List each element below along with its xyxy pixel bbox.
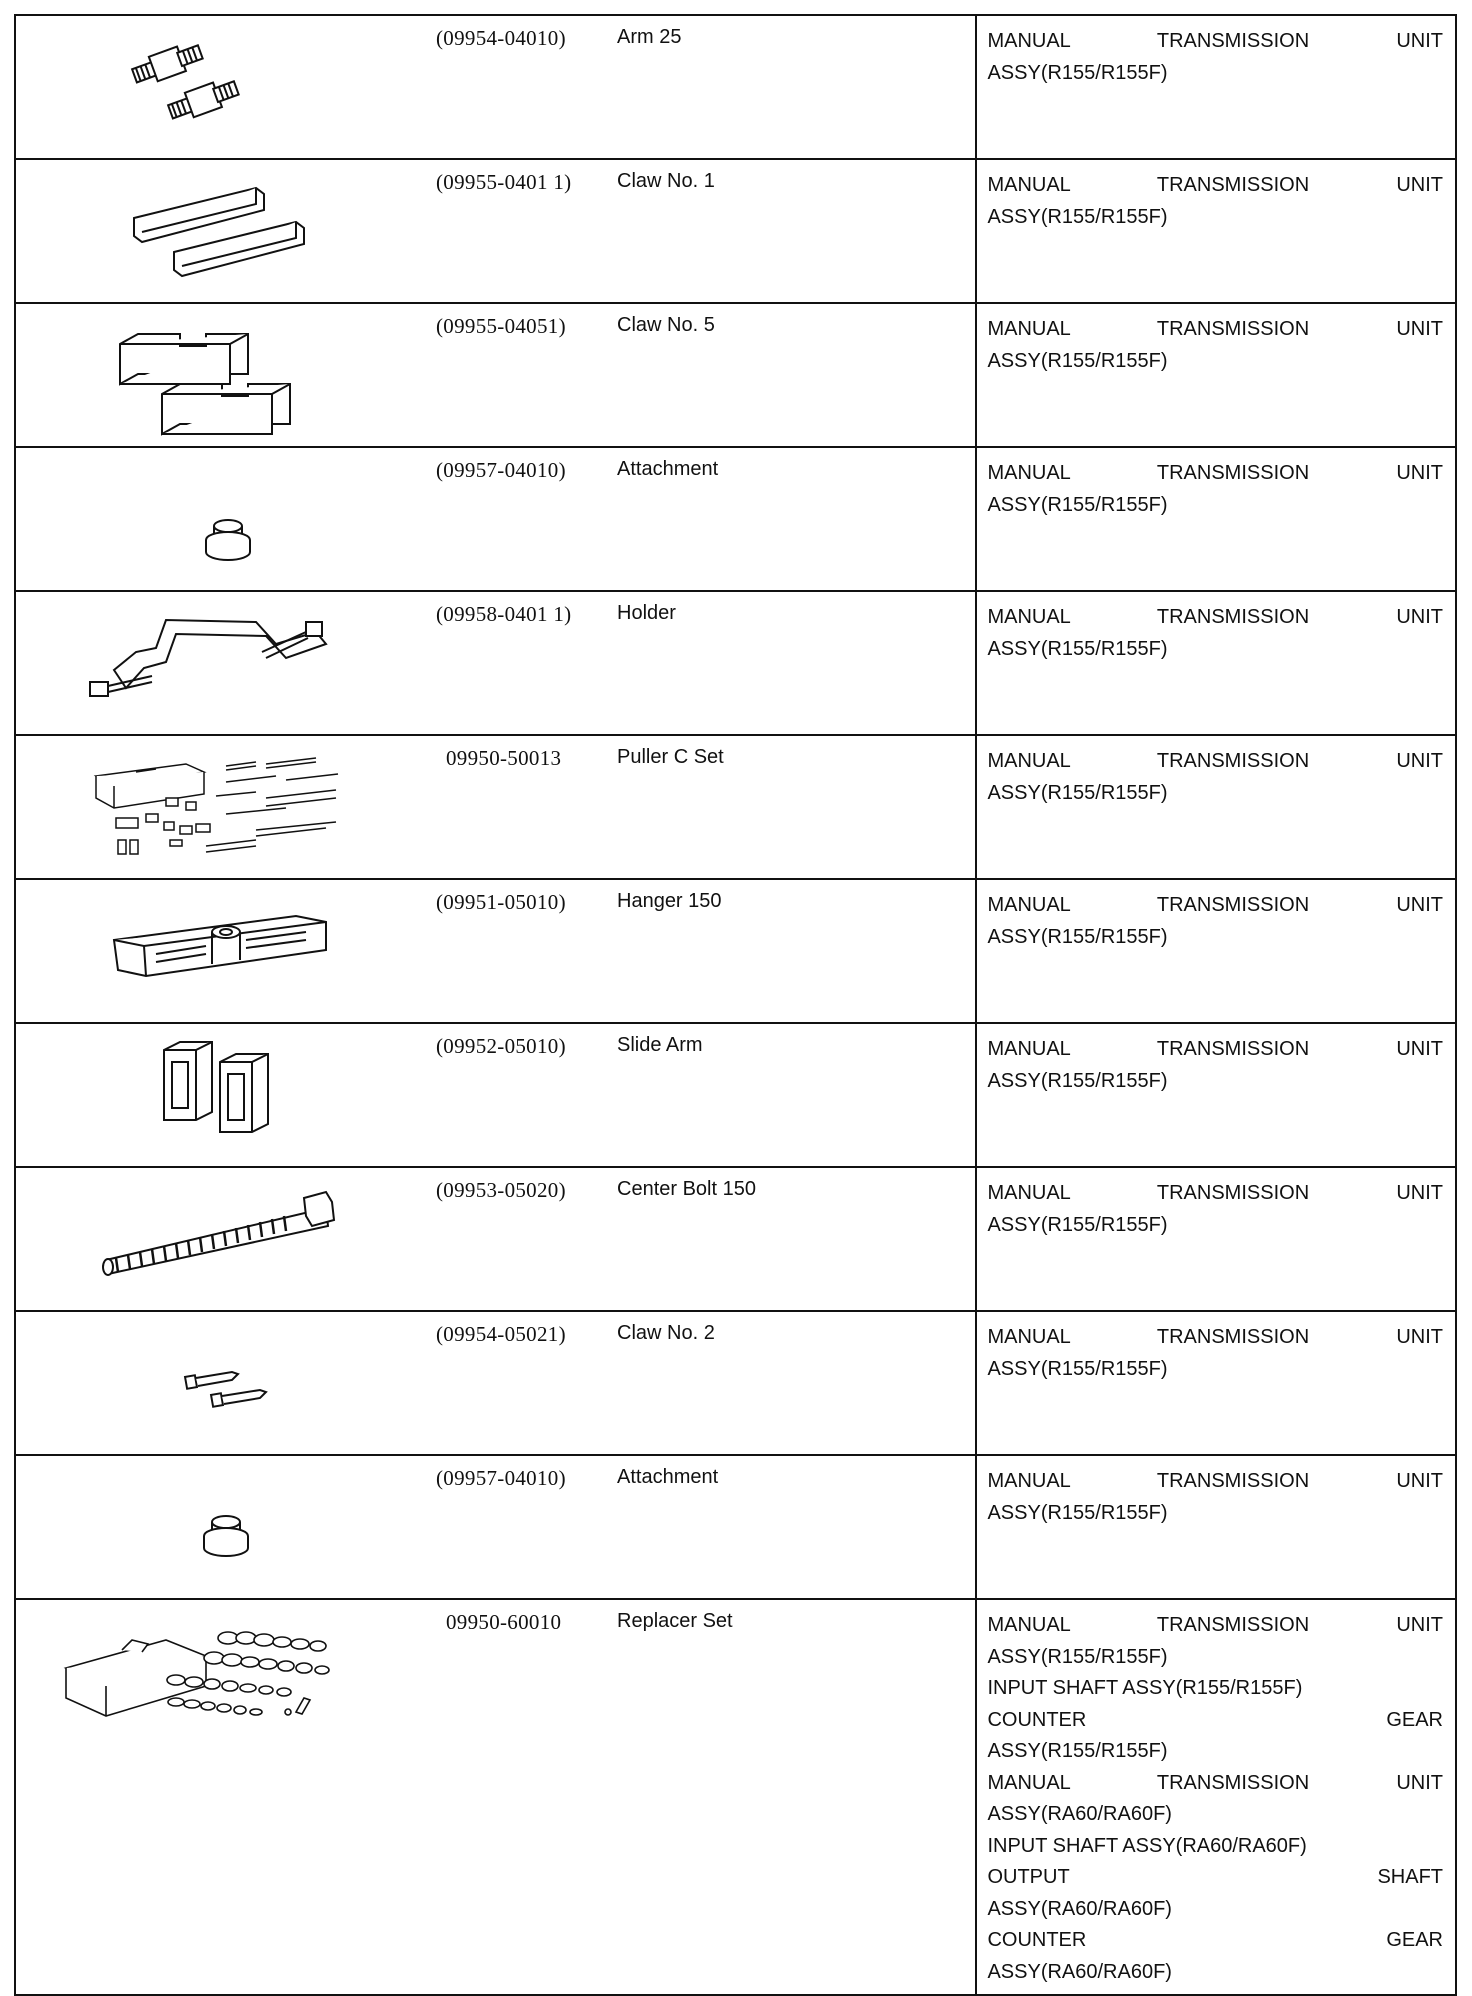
part-name: Attachment bbox=[617, 458, 719, 480]
applies-to-cell bbox=[976, 879, 1456, 1023]
part-number: (09957-04010) bbox=[436, 1466, 566, 1490]
tool-cell bbox=[15, 1599, 976, 1995]
part-name: Claw No. 5 bbox=[617, 314, 715, 336]
part-name: Claw No. 1 bbox=[617, 170, 715, 192]
applies-line: MANUAL TRANSMISSION UNIT bbox=[987, 606, 1443, 628]
part-number: (09955-0401 1) bbox=[436, 170, 572, 194]
replacer-set-icon bbox=[56, 1600, 386, 1750]
applies-line: MANUAL TRANSMISSION UNIT bbox=[987, 1182, 1443, 1204]
applies-line: ASSY(RA60/RA60F) bbox=[987, 1897, 1172, 1920]
tool-cell bbox=[15, 1455, 976, 1599]
part-number: 09950-50013 bbox=[446, 746, 562, 770]
applies-to-cell bbox=[976, 15, 1456, 159]
applies-line: MANUAL TRANSMISSION UNIT bbox=[987, 894, 1443, 916]
part-name: Hanger 150 bbox=[617, 890, 722, 912]
table-row bbox=[15, 303, 1456, 447]
part-name: Arm 25 bbox=[617, 26, 682, 48]
applies-line: ASSY(RA60/RA60F) bbox=[987, 1960, 1172, 1983]
applies-line: ASSY(R155/R155F) bbox=[987, 1645, 1168, 1668]
applies-line: ASSY(R155/R155F) bbox=[987, 637, 1168, 660]
applies-line: ASSY(R155/R155F) bbox=[987, 1740, 1168, 1762]
applies-line: ASSY(R155/R155F) bbox=[987, 61, 1168, 84]
applies-line: ASSY(R155/R155F) bbox=[987, 205, 1168, 228]
applies-line: MANUAL TRANSMISSION UNIT bbox=[987, 1038, 1443, 1060]
table-row bbox=[15, 1023, 1456, 1167]
applies-line: ASSY(R155/R155F) bbox=[987, 1213, 1168, 1236]
table-row bbox=[15, 1599, 1456, 1995]
applies-line: ASSY(R155/R155F) bbox=[987, 1501, 1168, 1524]
table-row bbox=[15, 15, 1456, 159]
part-number: (09957-04010) bbox=[436, 458, 566, 482]
applies-line: COUNTER GEAR bbox=[987, 1708, 1443, 1731]
slide-arm-icon bbox=[56, 1024, 386, 1164]
table-row bbox=[15, 591, 1456, 735]
table-row bbox=[15, 879, 1456, 1023]
applies-to-cell bbox=[976, 1167, 1456, 1311]
applies-line: MANUAL TRANSMISSION UNIT bbox=[987, 1771, 1443, 1794]
applies-line: ASSY(R155/R155F) bbox=[987, 1357, 1168, 1380]
part-name: Attachment bbox=[617, 1466, 719, 1488]
applies-line: MANUAL TRANSMISSION UNIT bbox=[987, 30, 1443, 52]
table-row bbox=[15, 735, 1456, 879]
center-bolt-icon bbox=[56, 1168, 386, 1308]
tool-cell bbox=[15, 1167, 976, 1311]
applies-to-cell bbox=[976, 1311, 1456, 1455]
holder-icon bbox=[56, 592, 386, 732]
part-number: (09952-05010) bbox=[436, 1034, 566, 1058]
applies-to-cell bbox=[976, 303, 1456, 447]
tool-cell bbox=[15, 735, 976, 879]
table-row bbox=[15, 1311, 1456, 1455]
tool-cell bbox=[15, 1311, 976, 1455]
part-name: Center Bolt 150 bbox=[617, 1178, 756, 1200]
table-row bbox=[15, 159, 1456, 303]
claw-block-icon bbox=[56, 304, 386, 444]
applies-line: MANUAL TRANSMISSION UNIT bbox=[987, 1614, 1443, 1636]
attachment-icon bbox=[56, 448, 386, 588]
part-number: 09950-60010 bbox=[446, 1610, 562, 1634]
tool-cell bbox=[15, 591, 976, 735]
applies-line: ASSY(R155/R155F) bbox=[987, 1069, 1168, 1092]
applies-line: ASSY(R155/R155F) bbox=[987, 493, 1168, 516]
applies-line: MANUAL TRANSMISSION UNIT bbox=[987, 1470, 1443, 1492]
applies-line: INPUT SHAFT ASSY(RA60/RA60F) bbox=[987, 1834, 1307, 1857]
applies-line: MANUAL TRANSMISSION UNIT bbox=[987, 174, 1443, 196]
applies-line: COUNTER GEAR bbox=[987, 1929, 1443, 1951]
part-number: (09958-0401 1) bbox=[436, 602, 572, 626]
part-number: (09954-05021) bbox=[436, 1322, 566, 1346]
applies-to-cell bbox=[976, 591, 1456, 735]
arm-icon bbox=[56, 16, 386, 156]
table-row bbox=[15, 1167, 1456, 1311]
applies-line: MANUAL TRANSMISSION UNIT bbox=[987, 318, 1443, 340]
applies-line: OUTPUT SHAFT bbox=[987, 1866, 1443, 1888]
part-name: Holder bbox=[617, 602, 676, 624]
part-name: Replacer Set bbox=[617, 1610, 733, 1632]
puller-set-icon bbox=[56, 736, 386, 876]
applies-to-cell bbox=[976, 1455, 1456, 1599]
applies-line: ASSY(R155/R155F) bbox=[987, 781, 1168, 804]
applies-line: MANUAL TRANSMISSION UNIT bbox=[987, 750, 1443, 772]
tool-cell bbox=[15, 15, 976, 159]
part-name: Puller C Set bbox=[617, 746, 724, 768]
tool-cell bbox=[15, 303, 976, 447]
attachment-icon bbox=[56, 1456, 386, 1596]
applies-to-cell bbox=[976, 159, 1456, 303]
part-number: (09954-04010) bbox=[436, 26, 566, 50]
part-number: (09953-05020) bbox=[436, 1178, 566, 1202]
applies-to-cell bbox=[976, 1599, 1456, 1995]
part-number: (09955-04051) bbox=[436, 314, 566, 338]
applies-line: MANUAL TRANSMISSION UNIT bbox=[987, 462, 1443, 484]
applies-to-cell bbox=[976, 735, 1456, 879]
applies-to-cell bbox=[976, 1023, 1456, 1167]
part-number: (09951-05010) bbox=[436, 890, 566, 914]
applies-line: ASSY(RA60/RA60F) bbox=[987, 1803, 1172, 1825]
applies-line: INPUT SHAFT ASSY(R155/R155F) bbox=[987, 1677, 1303, 1699]
claw-icon bbox=[56, 160, 386, 300]
part-name: Slide Arm bbox=[617, 1034, 703, 1056]
applies-line: MANUAL TRANSMISSION UNIT bbox=[987, 1326, 1443, 1348]
tool-cell bbox=[15, 879, 976, 1023]
table-row bbox=[15, 1455, 1456, 1599]
tool-cell bbox=[15, 447, 976, 591]
applies-line: ASSY(R155/R155F) bbox=[987, 349, 1168, 372]
hanger-icon bbox=[56, 880, 386, 1020]
tool-cell bbox=[15, 1023, 976, 1167]
tool-cell bbox=[15, 159, 976, 303]
sst-table bbox=[14, 14, 1457, 1996]
applies-to-cell bbox=[976, 447, 1456, 591]
table-row bbox=[15, 447, 1456, 591]
claw-pins-icon bbox=[56, 1312, 386, 1452]
applies-line: ASSY(R155/R155F) bbox=[987, 925, 1168, 948]
part-name: Claw No. 2 bbox=[617, 1322, 715, 1344]
